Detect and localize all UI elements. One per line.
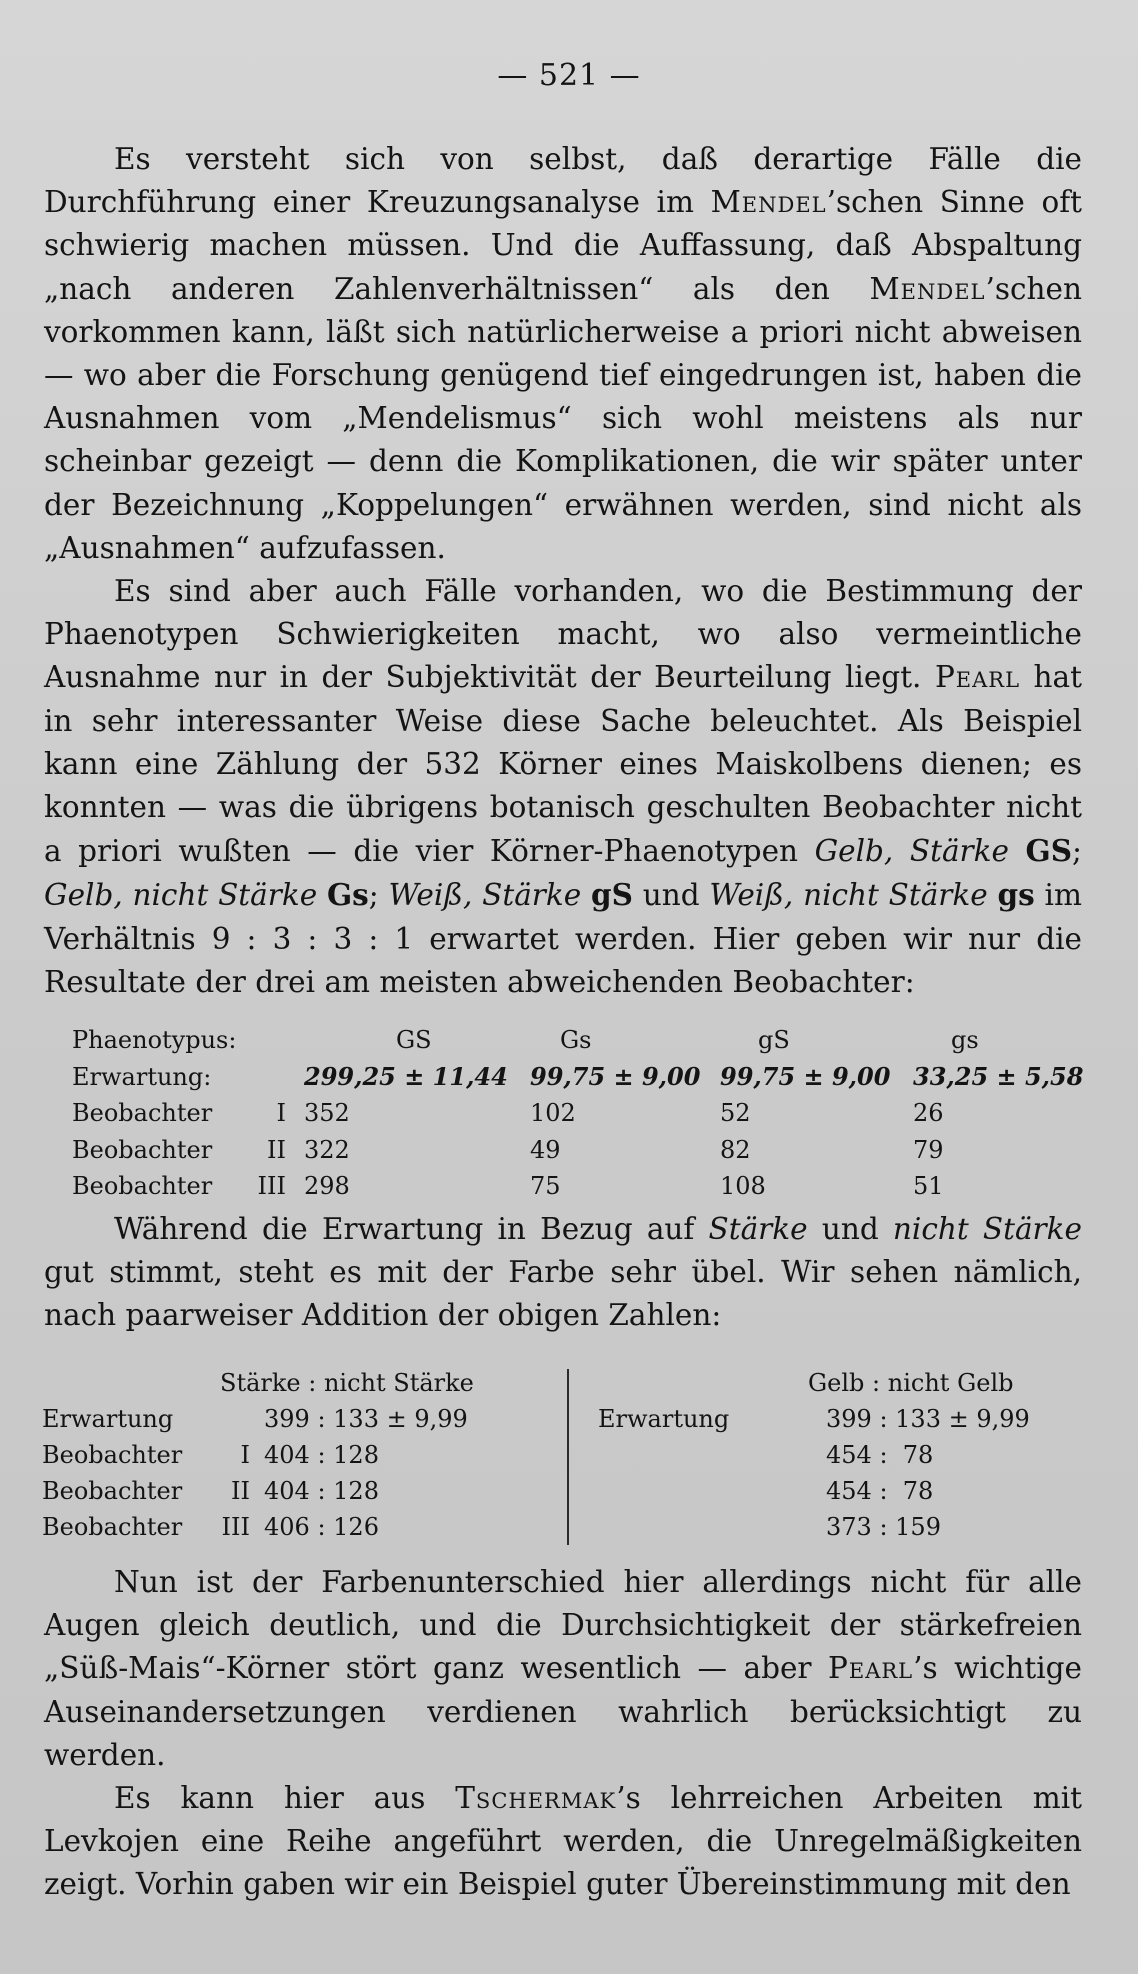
- column-header: gs: [951, 1026, 979, 1054]
- table-cell: 79: [913, 1135, 944, 1164]
- table-row: [598, 1401, 1078, 1437]
- table-cell: 26: [913, 1099, 944, 1127]
- paragraph-4-text-b: ’s wichtige Auseinandersetzungen verdienen wahrlich berücksichtigt zu werden.: [44, 1651, 1082, 1772]
- text-block-upper: [44, 138, 1082, 1004]
- table-row: [598, 1509, 1078, 1545]
- table-row: [598, 1437, 1078, 1473]
- table-cell: 373 : 159: [826, 1513, 941, 1541]
- row-label: [598, 1473, 818, 1509]
- author-name-pearl: Pearl: [934, 660, 1021, 695]
- paragraph-3-text-a: Während die Erwartung in Bezug auf: [114, 1212, 709, 1246]
- paragraph-1-text-a: Es versteht sich von selbst, daß derartige Fälle die Durchführung einer Kreuzungsanalyse im: [44, 142, 1082, 220]
- column-header: Gelb : nicht Gelb: [808, 1369, 1014, 1397]
- column-header: GS: [396, 1026, 432, 1054]
- phenotype-name: Weiß, Stärke: [388, 878, 582, 913]
- table-cell: 322: [304, 1135, 350, 1164]
- table-cell: 352: [304, 1099, 350, 1127]
- table-row: [42, 1473, 562, 1509]
- row-label: Erwartung:: [72, 1062, 212, 1091]
- paragraph-2-text-a: Es sind aber auch Fälle vorhanden, wo die Bestimmung der Phaenotypen Schwierigkeiten macht, wo also vermeintliche Ausnahme nur in der Subjektivität der Beurteilung liegt.: [44, 574, 1082, 695]
- paragraph-5: [44, 1777, 1082, 1907]
- table-cell: 82: [720, 1135, 751, 1164]
- table-cell: 108: [720, 1172, 766, 1200]
- phenotype-name: Weiß, nicht Stärke: [709, 878, 988, 913]
- table-cell: 33,25 ± 5,58: [913, 1061, 1084, 1091]
- phenotype-symbol: gS: [591, 877, 633, 913]
- table-cell: 99,75 ± 9,00: [530, 1061, 701, 1091]
- table-row: [72, 1132, 1082, 1169]
- paragraph-3: [44, 1208, 1082, 1338]
- phenotype-name: Gelb, Stärke: [814, 834, 1009, 869]
- row-label: Beobachter II: [72, 1135, 286, 1164]
- paragraph-5-text-b: ’s lehrreichen Arbeiten mit Levkojen eine Reihe angeführt werden, die Unregelmäßigkeiten zeigt. Vorhin gaben wir ein Beispiel guter Übereinstimmung mit den: [44, 1781, 1082, 1902]
- table-cell: 75: [530, 1172, 561, 1200]
- paragraph-4-text-a: Nun ist der Farbenunterschied hier allerdings nicht für alle Augen gleich deutlich, und die Durchsichtigkeit der stärkefreien „Süß-Mais“-Körner stört ganz wesentlich — aber: [44, 1565, 1082, 1686]
- table-row: [598, 1473, 1078, 1509]
- starch-comparison: [42, 1365, 562, 1545]
- table-row: [42, 1509, 562, 1545]
- color-comparison: [598, 1365, 1078, 1545]
- row-label: Beobachter II: [42, 1477, 250, 1505]
- paired-sum-table: [42, 1365, 1082, 1545]
- table-cell: 298: [304, 1172, 350, 1200]
- table-cell: 404 : 128: [264, 1477, 379, 1505]
- table-row: [42, 1437, 562, 1473]
- phenotype-symbol: gs: [997, 877, 1035, 913]
- author-name-pearl: Pearl: [828, 1651, 914, 1686]
- table-row: [72, 1095, 1082, 1132]
- paragraph-3-text-b: und: [807, 1212, 893, 1246]
- table-cell: 399 : 133 ± 9,99: [264, 1405, 468, 1433]
- table-cell: 52: [720, 1099, 751, 1127]
- row-label: Phaenotypus:: [72, 1026, 237, 1054]
- paragraph-1: [44, 138, 1082, 570]
- separator: ;: [368, 878, 389, 913]
- table-cell: 299,25 ± 11,44: [304, 1061, 508, 1091]
- row-label: [598, 1437, 818, 1473]
- column-divider: [567, 1369, 569, 1545]
- author-name-mendel: Mendel: [710, 185, 827, 220]
- table-header-row: [72, 1022, 1082, 1059]
- text-block-middle: [44, 1208, 1082, 1338]
- table-row: [72, 1168, 1082, 1205]
- table-cell: 102: [530, 1099, 576, 1127]
- column-header: Gs: [560, 1026, 592, 1054]
- table-cell: 99,75 ± 9,00: [720, 1061, 891, 1091]
- emphasis: Stärke: [708, 1212, 808, 1246]
- row-label: Beobachter III: [72, 1172, 286, 1200]
- paragraph-1-text-c: ’schen vorkommen kann, läßt sich natürlicherweise a priori nicht abweisen — wo aber die Forschung genügend tief eingedrungen ist, haben die Ausnahmen vom „Mendelismus“ sich wohl meistens als nur scheinbar gezeigt — denn die Komplikationen, die wir später unter der Bezeichnung „Koppelungen“ erwähnen werden, sind nicht als „Ausnahmen“ aufzufassen.: [44, 271, 1082, 565]
- paragraph-3-text-c: gut stimmt, steht es mit der Farbe sehr übel. Wir sehen nämlich, nach paarweiser Addition der obigen Zahlen:: [44, 1255, 1082, 1333]
- table-cell: 454 : 78: [826, 1477, 934, 1505]
- paragraph-2-text-b: hat in sehr interessanter Weise diese Sache beleuchtet. Als Beispiel kann eine Zählung der 532 Körner eines Maiskolbens dienen; es konnten — was die übrigens botanisch geschulten Beobachter nicht a priori wußten — die vier Körner-Phaenotypen: [44, 660, 1082, 869]
- phenotype-symbol: GS: [1025, 833, 1073, 869]
- paragraph-4: [44, 1561, 1082, 1777]
- phenotype-symbol: Gs: [326, 877, 369, 913]
- separator: ;: [1072, 834, 1082, 869]
- table-cell: 406 : 126: [264, 1513, 379, 1541]
- conjunction: und: [632, 878, 710, 913]
- paragraph-2-text-c: im Verhältnis 9 : 3 : 3 : 1 erwartet werden. Hier geben wir nur die Resultate der drei am meisten abweichenden Beobachter:: [44, 878, 1082, 999]
- paragraph-2: [44, 570, 1082, 1004]
- column-header: Stärke : nicht Stärke: [220, 1369, 474, 1397]
- row-label: Beobachter I: [42, 1441, 250, 1469]
- table-cell: 404 : 128: [264, 1441, 379, 1469]
- paragraph-5-text-a: Es kann hier aus: [114, 1781, 456, 1816]
- table-cell: 454 : 78: [826, 1441, 934, 1469]
- author-name-mendel: Mendel: [869, 271, 986, 306]
- author-name-tschermak: Tschermak: [455, 1781, 617, 1816]
- phenotype-name: Gelb, nicht Stärke: [44, 878, 318, 913]
- observer-count-table: [72, 1022, 1082, 1205]
- emphasis: nicht Stärke: [892, 1212, 1082, 1246]
- row-label: Beobachter III: [42, 1513, 250, 1541]
- row-label: Erwartung: [42, 1405, 174, 1433]
- row-label: Beobachter I: [72, 1099, 286, 1127]
- table-cell: 399 : 133 ± 9,99: [826, 1405, 1030, 1433]
- expectation-row: [72, 1059, 1082, 1096]
- column-header: gS: [758, 1026, 790, 1054]
- paragraph-1-text-b: ’schen Sinne oft schwierig machen müssen. Und die Auffassung, daß Abspaltung „nach anderen Zahlenverhältnissen“ als den: [44, 185, 1082, 306]
- row-label: Erwartung: [598, 1405, 730, 1433]
- text-block-lower: [44, 1561, 1082, 1907]
- table-row: [42, 1401, 562, 1437]
- table-cell: 51: [913, 1172, 944, 1200]
- row-label: [598, 1509, 818, 1545]
- page-number: — 521 —: [497, 58, 641, 93]
- table-cell: 49: [530, 1135, 561, 1164]
